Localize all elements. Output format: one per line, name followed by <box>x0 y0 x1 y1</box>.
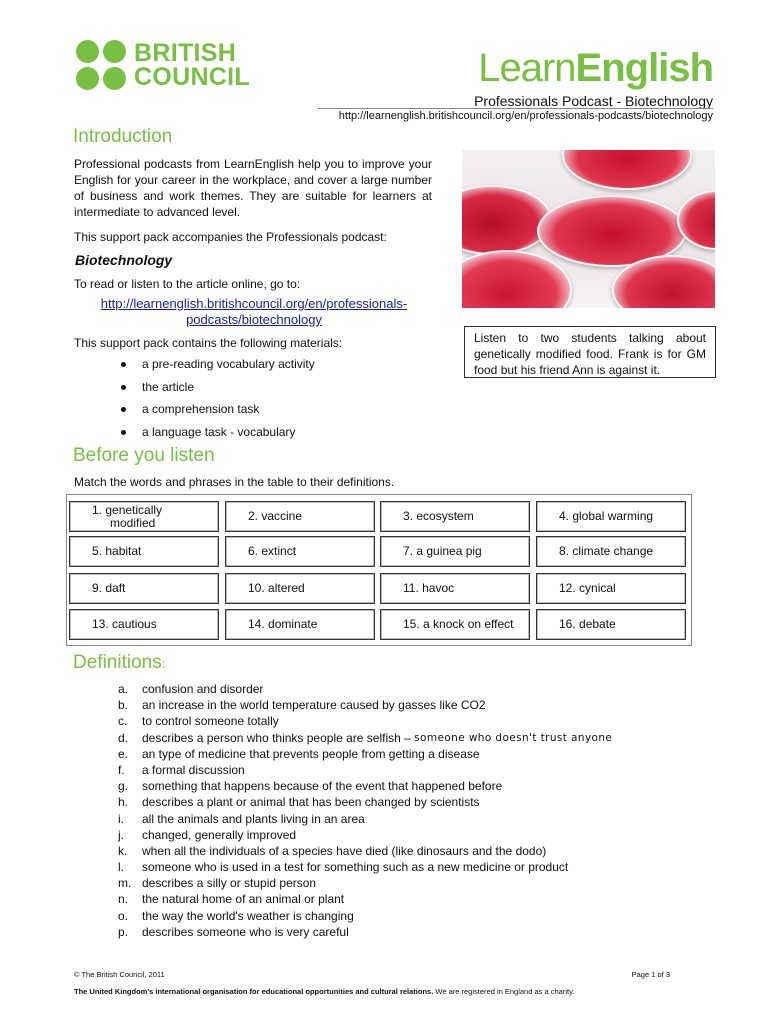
definitions-heading-text: Definitions <box>73 652 162 673</box>
bc-dots-icon <box>76 40 126 90</box>
list-item: j. changed, generally improved <box>118 827 297 842</box>
list-item: the article <box>118 379 315 402</box>
word-cell: 15. a knock on effect <box>380 609 530 640</box>
article-link[interactable] <box>74 296 434 328</box>
footer-org-rest: We are registered in England as a charity. <box>433 987 575 996</box>
list-item: b. an increase in the world temperature caused by gasses like CO2 <box>118 698 486 713</box>
word-cell: 12. cynical <box>536 573 686 604</box>
article-link-line1[interactable]: http://learnenglish.britishcouncil.org/en/professionals- <box>100 296 408 311</box>
le-logo-light: Learn <box>478 46 576 90</box>
list-item: a. confusion and disorder <box>118 682 264 696</box>
list-item: i. all the animals and plants living in an area <box>118 811 365 826</box>
materials-text: This support pack contains the following materials: <box>74 336 343 350</box>
bc-logo-line2: COUNCIL <box>134 63 250 91</box>
word-cell <box>69 501 219 532</box>
article-link-line2[interactable]: podcasts/biotechnology <box>186 312 322 327</box>
british-council-logo <box>76 40 250 90</box>
materials-list <box>118 356 315 446</box>
learnenglish-logo <box>478 46 713 91</box>
read-online-text: To read or listen to the article online, go to: <box>74 277 301 291</box>
header-url: http://learnenglish.britishcouncil.org/en/professionals-podcasts/biotechnology <box>338 110 713 122</box>
page-subtitle: Professionals Podcast - Biotechnology <box>474 93 713 109</box>
word-cell-text-line2: modified <box>110 515 156 530</box>
list-item: k. when all the individuals of a species have died (like dinosaurs and the dodo) <box>118 843 547 858</box>
word-cell: 16. debate <box>536 609 686 640</box>
photo-caption: Listen to two students talking about genetically modified food. Frank is for GM food but his friend Ann is against it. <box>464 326 716 378</box>
list-item: a comprehension task <box>118 401 315 424</box>
header-divider <box>318 108 713 109</box>
definitions-list <box>118 681 612 940</box>
match-instruction: Match the words and phrases in the table to their definitions. <box>74 475 395 489</box>
support-pack-text: This support pack accompanies the Professionals podcast: <box>74 230 387 244</box>
word-cell: 8. climate change <box>536 536 686 567</box>
footer-org-bold: The United Kingdom's international organisation for educational opportunities and cultural relations. <box>74 987 434 996</box>
le-logo-bold: English <box>575 46 713 90</box>
list-item: l. someone who is used in a test for something such as a new medicine or product <box>118 860 569 875</box>
list-item: h. describes a plant or animal that has been changed by scientists <box>118 795 480 810</box>
before-listen-heading: Before you listen <box>73 445 215 466</box>
word-cell: 14. dominate <box>225 609 375 640</box>
intro-paragraph: Professional podcasts from LearnEnglish help you to improve your English for your career in the workplace, and cover a large number of business and work themes. They are suitable for learners at intermediate to advanced level. <box>74 157 432 219</box>
list-item: o. the way the world's weather is changing <box>118 908 354 923</box>
word-cell: 9. daft <box>69 573 219 604</box>
word-cell: 7. a guinea pig <box>380 536 530 567</box>
definitions-colon: : <box>161 656 166 671</box>
footer-copyright: © The British Council, 2011 <box>74 970 165 979</box>
word-cell: 6. extinct <box>225 536 375 567</box>
word-cell: 3. ecosystem <box>380 501 530 532</box>
petri-dish-photo <box>462 150 715 308</box>
word-cell: 2. vaccine <box>225 501 375 532</box>
word-cell: 4. global warming <box>536 501 686 532</box>
list-item: e. an type of medicine that prevents people from getting a disease <box>118 746 480 761</box>
list-item: d. describes a person who thinks people are selfish – someone who doesn't trust anyone <box>118 730 613 745</box>
bc-logo-line1: BRITISH <box>134 39 237 67</box>
word-cell-text: 1. genetically <box>92 502 163 517</box>
word-cell: 11. havoc <box>380 573 530 604</box>
list-item: m. describes a silly or stupid person <box>118 876 317 891</box>
list-item: p. describes someone who is very careful <box>118 924 349 939</box>
footer-org-text <box>74 987 574 996</box>
word-cell: 10. altered <box>225 573 375 604</box>
list-item: a language task - vocabulary <box>118 424 315 447</box>
vocabulary-table <box>66 494 692 646</box>
list-item: n. the natural home of an animal or plant <box>118 892 345 907</box>
word-cell: 5. habitat <box>69 536 219 567</box>
footer-page-number: Page 1 of 3 <box>631 970 670 979</box>
list-item: g. something that happens because of the event that happened before <box>118 779 503 794</box>
definitions-heading <box>73 652 165 674</box>
word-cell: 13. cautious <box>69 609 219 640</box>
list-item: f. a formal discussion <box>118 762 245 777</box>
podcast-title: Biotechnology <box>75 252 173 268</box>
list-item: a pre-reading vocabulary activity <box>118 356 315 379</box>
intro-heading: Introduction <box>73 126 173 147</box>
list-item: c. to control someone totally <box>118 714 279 729</box>
